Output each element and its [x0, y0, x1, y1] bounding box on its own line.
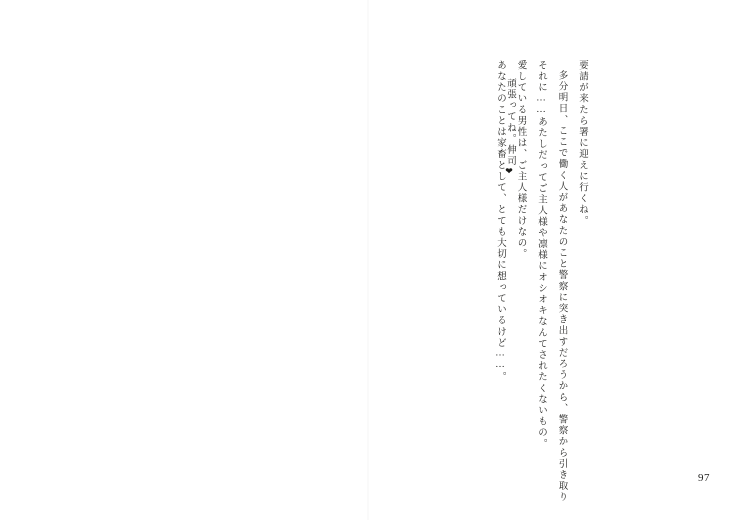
heart-icon: ❤: [505, 166, 515, 179]
body-line: 愛している男性は、ご主人様だけなの。: [515, 60, 526, 260]
page-gutter-shadow: [367, 0, 369, 520]
closing-signature-block: [505, 78, 515, 278]
page-number: 97: [698, 472, 710, 484]
body-line: 要請が来たら署に迎えに行くね。: [577, 60, 587, 227]
closing-text: 頑張ってね。伸司: [505, 78, 515, 167]
vertical-text-body: [484, 60, 587, 503]
body-line: あなたのことは家畜として、とても大切に想っているけど……。: [495, 60, 505, 383]
body-line: 多分明日、ここで働く人があなたのこと警察に突き出すだろうから、警察から引き取り: [556, 70, 567, 503]
body-line: それに……あたしだってご主人様や凛様にオシオキなんてされたくないもの。: [536, 60, 546, 450]
closing-line: [505, 78, 515, 278]
